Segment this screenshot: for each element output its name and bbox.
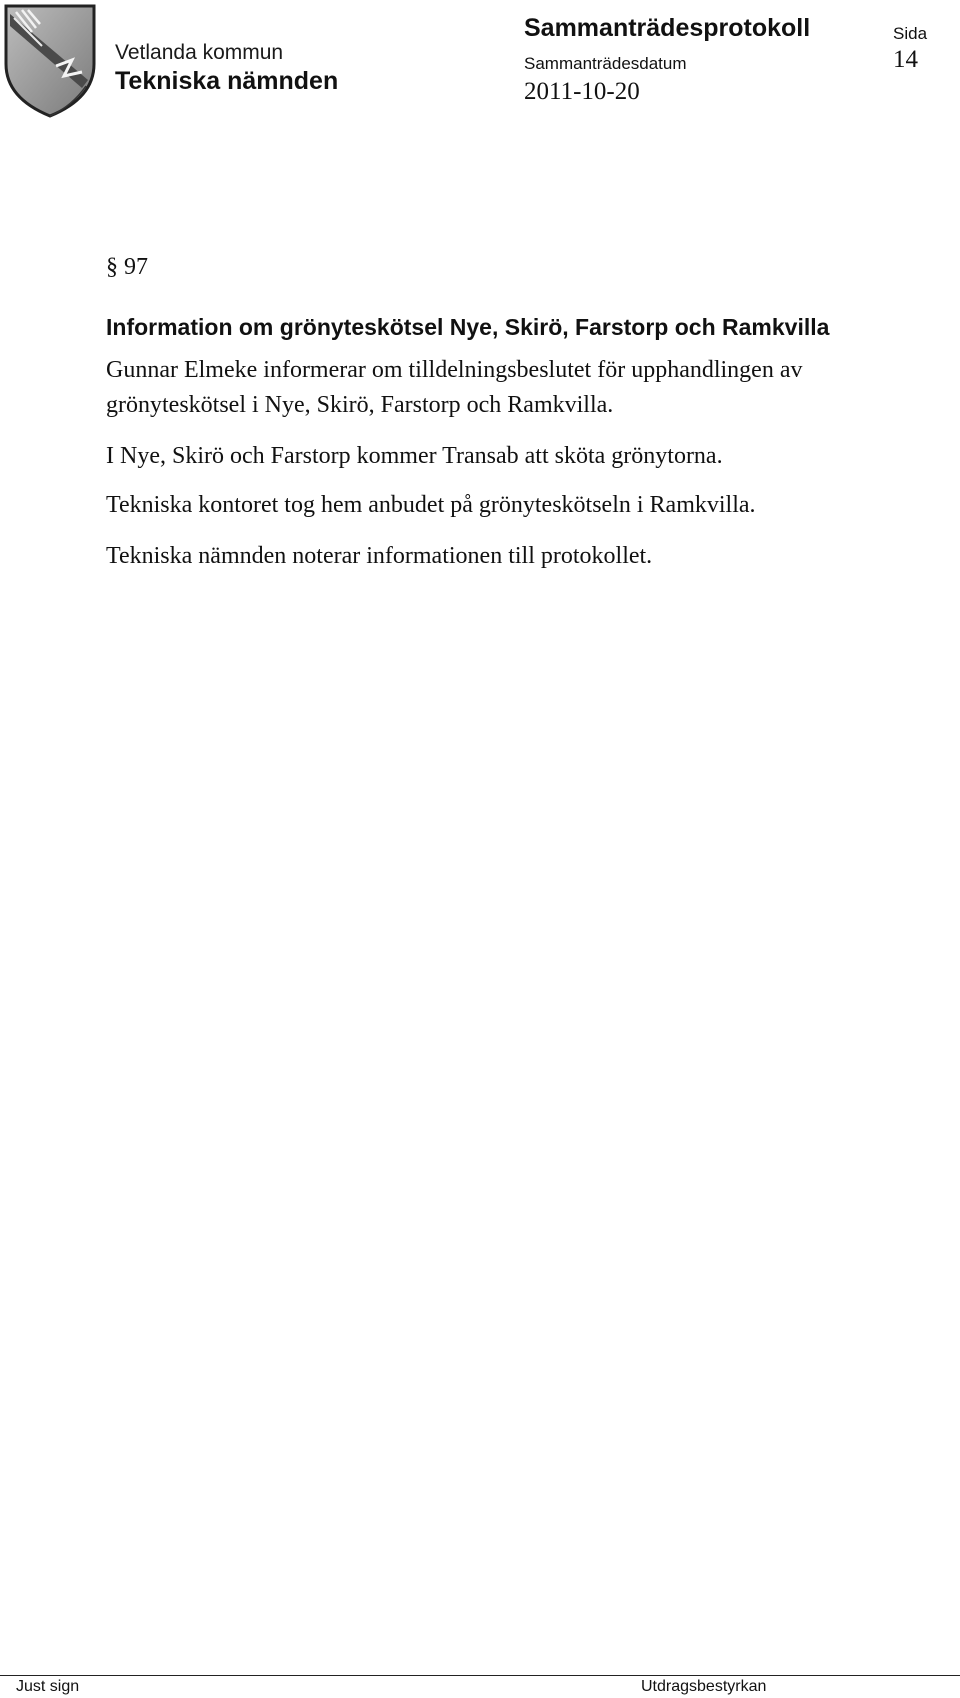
footer-signature-label: Just sign	[16, 1678, 80, 1695]
section-heading: Information om grönyteskötsel Nye, Skirö, Farstorp och Ramkvilla	[106, 314, 830, 340]
date-label: Sammanträdesdatum	[524, 54, 687, 73]
paragraph-number: § 97	[106, 254, 148, 280]
footer-certification-label: Utdragsbestyrkan	[641, 1678, 767, 1695]
document-type: Sammanträdesprotokoll	[524, 14, 811, 42]
body-line-5: Tekniska nämnden noterar informationen till protokollet.	[106, 543, 653, 569]
body-line-4: Tekniska kontoret tog hem anbudet på grönyteskötseln i Ramkvilla.	[106, 492, 756, 518]
body-line-2: grönyteskötsel i Nye, Skirö, Farstorp och Ramkvilla.	[106, 392, 614, 418]
page-label: Sida	[893, 24, 928, 43]
organization-name: Vetlanda kommun	[115, 41, 284, 64]
page-number: 14	[893, 46, 918, 73]
committee-name: Tekniska nämnden	[115, 67, 339, 95]
meeting-date: 2011-10-20	[524, 78, 640, 105]
body-line-1: Gunnar Elmeke informerar om tilldelningsbeslutet för upphandlingen av	[106, 357, 803, 383]
footer-divider	[0, 1675, 960, 1676]
coat-of-arms-icon	[2, 2, 98, 120]
body-line-3: I Nye, Skirö och Farstorp kommer Transab att sköta grönytorna.	[106, 443, 723, 469]
